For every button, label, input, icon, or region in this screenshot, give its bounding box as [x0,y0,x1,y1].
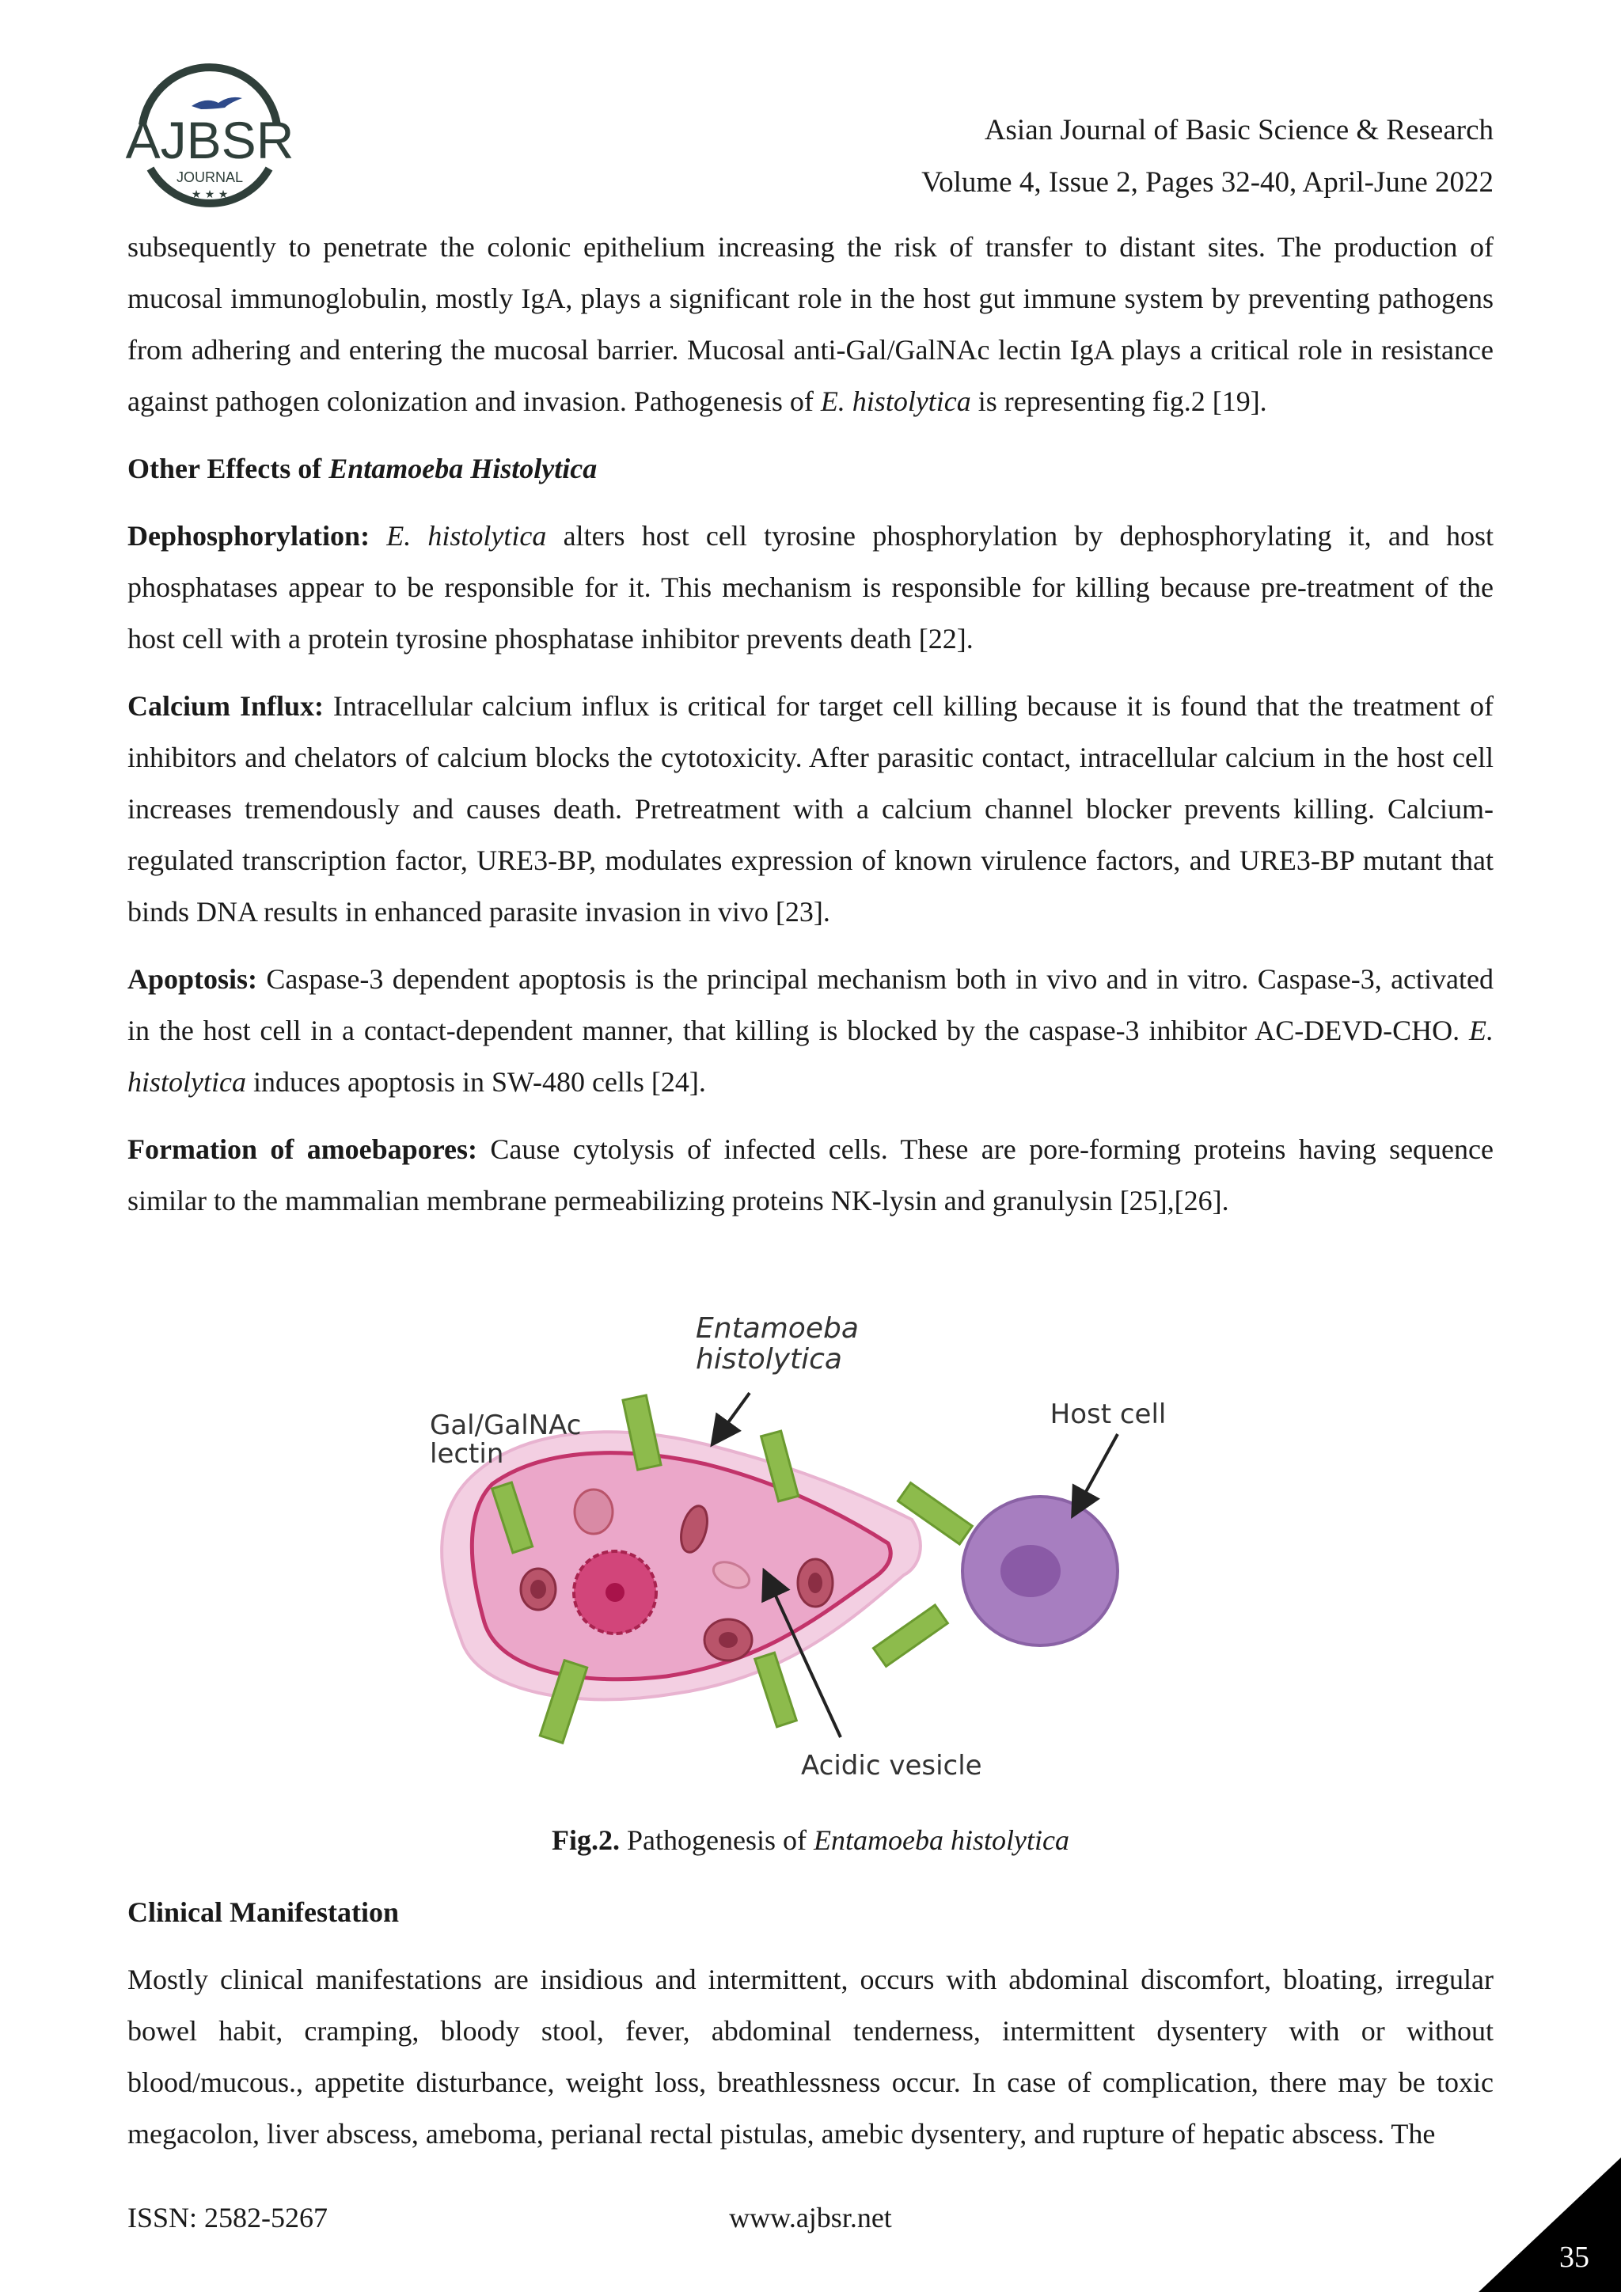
amoebapores-paragraph: Formation of amoebapores: Cause cytolysis of infected cells. These are pore-forming proteins having sequence similar to the mammalian membrane permeabilizing proteins NK-lysin and granulysin [25],[26]. [127,1133,1494,1216]
journal-header [921,104,1494,209]
svg-text:★ ★ ★: ★ ★ ★ [191,188,229,201]
journal-name: Asian Journal of Basic Science & Research [984,114,1494,146]
clinical-paragraph: Mostly clinical manifestations are insidious and intermittent, occurs with abdominal discomfort, bloating, irregular bowel habit, cramping, bloody stool, fever, abdominal tenderness, intermittent dysentery with or without blood/mucous., appetite disturbance, weight loss, breathlessness occur. In case of complication, there may be toxic megacolon, liver abscess, ameboma, perianal rectal pistulas, amebic dysentery, and rupture of hepatic abscess. The [127,1964,1494,2150]
logo-text: AJBSR [125,111,294,169]
main-text [127,222,1494,1243]
calcium-influx-paragraph: Calcium Influx: Intracellular calcium influx is critical for target cell killing because it is found that the treatment of inhibitors and chelators of calcium blocks the cytotoxicity. After parasitic contact, intracellular calcium in the host cell increases tremendously and causes death. Pretreatment with a calcium channel blocker prevents killing. Calcium-regulated transcription factor, URE3-BP, modulates expression of known virulence factors, and URE3-BP mutant that binds DNA results in enhanced parasite invasion in vivo [23]. [127,690,1494,928]
page-number: 35 [1559,2241,1589,2274]
footer-issn: ISSN: 2582-5267 [127,2202,328,2233]
label-acidic-vesicle: Acidic vesicle [801,1750,982,1782]
label-lectin: Gal/GalNAc [430,1410,582,1441]
apoptosis-paragraph: Apoptosis: Caspase-3 dependent apoptosis is the principal mechanism both in vivo and in vitro. Caspase-3, activated in the host cell in a contact-dependent manner, that killing is blocked by the caspase-3 inhibitor AC-DEVD-CHO. E. histolytica induces apoptosis in SW-480 cells [24]. [127,963,1494,1098]
label-histolytica: histolytica [696,1343,842,1376]
section-heading-other-effects: Other Effects of Entamoeba Histolytica [127,453,598,484]
clinical-section [127,1887,1494,2176]
dephosphorylation-paragraph: Dephosphorylation: E. histolytica alters host cell tyrosine phosphorylation by dephosphorylating it, and host phosphatases appear to be responsible for it. This mechanism is responsible for killing because pre-treatment of the host cell with a protein tyrosine phosphatase inhibitor prevents death [22]. [127,520,1494,655]
label-entamoeba: Entamoeba [696,1312,859,1345]
intro-paragraph: subsequently to penetrate the colonic epithelium increasing the risk of transfer to distant sites. The production of mucosal immunoglobulin, mostly IgA, plays a significant role in the host gut immune system by preventing pathogens from adhering and entering the mucosal barrier. Mucosal anti-Gal/GalNAc lectin IgA plays a critical role in resistance against pathogen colonization and invasion. Pathogenesis of E. histolytica is representing fig.2 [19]. [127,231,1494,417]
label-lectin-2: lectin [430,1438,504,1470]
logo-subtext: JOURNAL [176,169,244,185]
section-heading-clinical: Clinical Manifestation [127,1896,399,1928]
journal-logo [119,62,301,220]
footer-website[interactable]: www.ajbsr.net [729,2202,892,2233]
page-corner [1479,2157,1621,2292]
pathogenesis-figure [294,1306,1167,1782]
figure-caption: Fig.2. Pathogenesis of Entamoeba histolytica [552,1824,1069,1856]
volume-info: Volume 4, Issue 2, Pages 32-40, April-June 2022 [921,166,1494,199]
label-host-cell: Host cell [1050,1398,1167,1430]
